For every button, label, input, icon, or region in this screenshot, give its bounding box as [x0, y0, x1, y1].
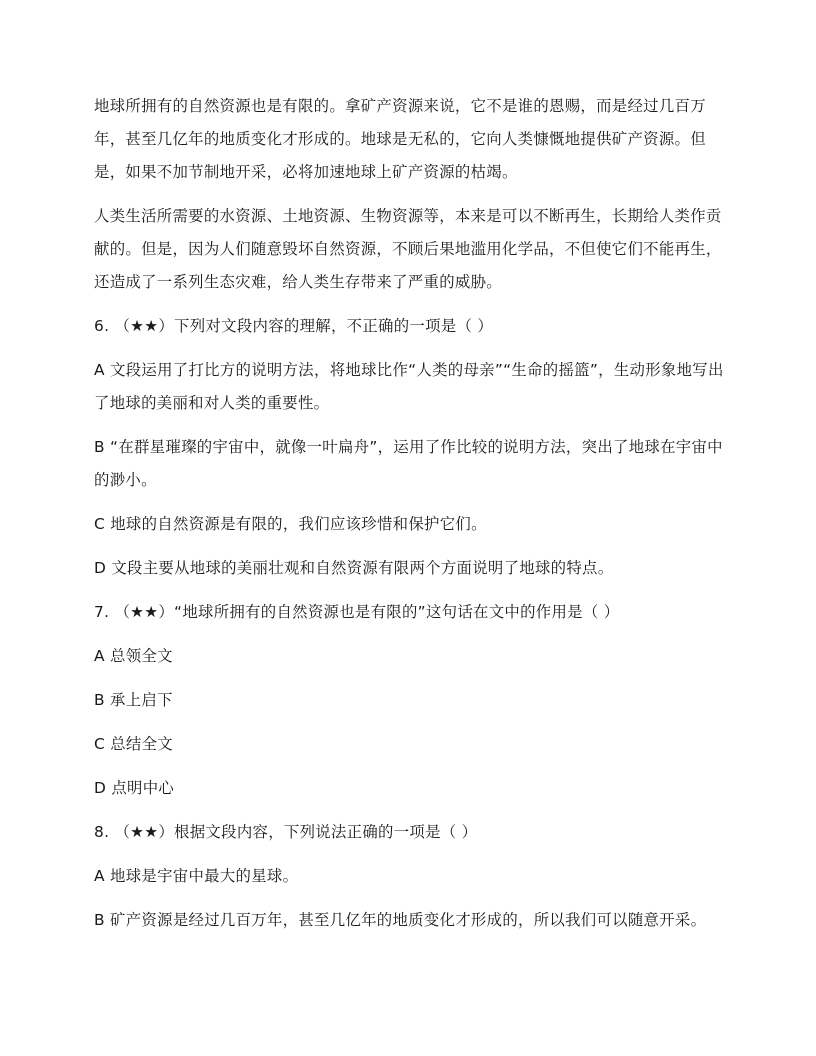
question-7-option-c: C 总结全文 — [94, 735, 174, 753]
passage-paragraph-1: 地球所拥有的自然资源也是有限的。拿矿产资源来说，它不是谁的恩赐，而是经过几百万年，甚至几亿年的地质变化才形成的。地球是无私的，它向人类慷慨地提供矿产资源。但是，如果不加节制地开采，必将加速地球上矿产资源的枯竭。 — [94, 97, 706, 181]
question-6-option-b: B “在群星璀璨的宇宙中，就像一叶扁舟”，运用了作比较的说明方法，突出了地球在宇宙中的渺小。 — [94, 438, 723, 489]
question-8-option-a: A 地球是宇宙中最大的星球。 — [94, 867, 299, 885]
question-7-option-d: D 点明中心 — [94, 779, 175, 797]
question-7-option-b: B 承上启下 — [94, 691, 173, 709]
question-8-option-b: B 矿产资源是经过几百万年，甚至几亿年的地质变化才形成的，所以我们可以随意开采。 — [94, 911, 707, 929]
question-6-option-a: A 文段运用了打比方的说明方法，将地球比作“人类的母亲”“生命的摇篮”，生动形象地写出了地球的美丽和对人类的重要性。 — [94, 361, 724, 412]
question-7-stem: 7. （★★）“地球所拥有的自然资源也是有限的”这句话在文中的作用是（ ） — [94, 603, 620, 621]
document-page — [94, 90, 724, 948]
passage-paragraph-2: 人类生活所需要的水资源、土地资源、生物资源等，本来是可以不断再生，长期给人类作贡献的。但是，因为人们随意毁坏自然资源，不顾后果地滥用化学品，不但使它们不能再生，还造成了一系列生态灾难，给人类生存带来了严重的威胁。 — [94, 207, 722, 291]
question-6-stem: 6. （★★）下列对文段内容的理解，不正确的一项是（ ） — [94, 317, 494, 335]
question-8-stem: 8. （★★）根据文段内容，下列说法正确的一项是（ ） — [94, 823, 478, 841]
question-6-option-d: D 文段主要从地球的美丽壮观和自然资源有限两个方面说明了地球的特点。 — [94, 559, 614, 577]
question-7-option-a: A 总领全文 — [94, 647, 173, 665]
question-6-option-c: C 地球的自然资源是有限的，我们应该珍惜和保护它们。 — [94, 515, 487, 533]
